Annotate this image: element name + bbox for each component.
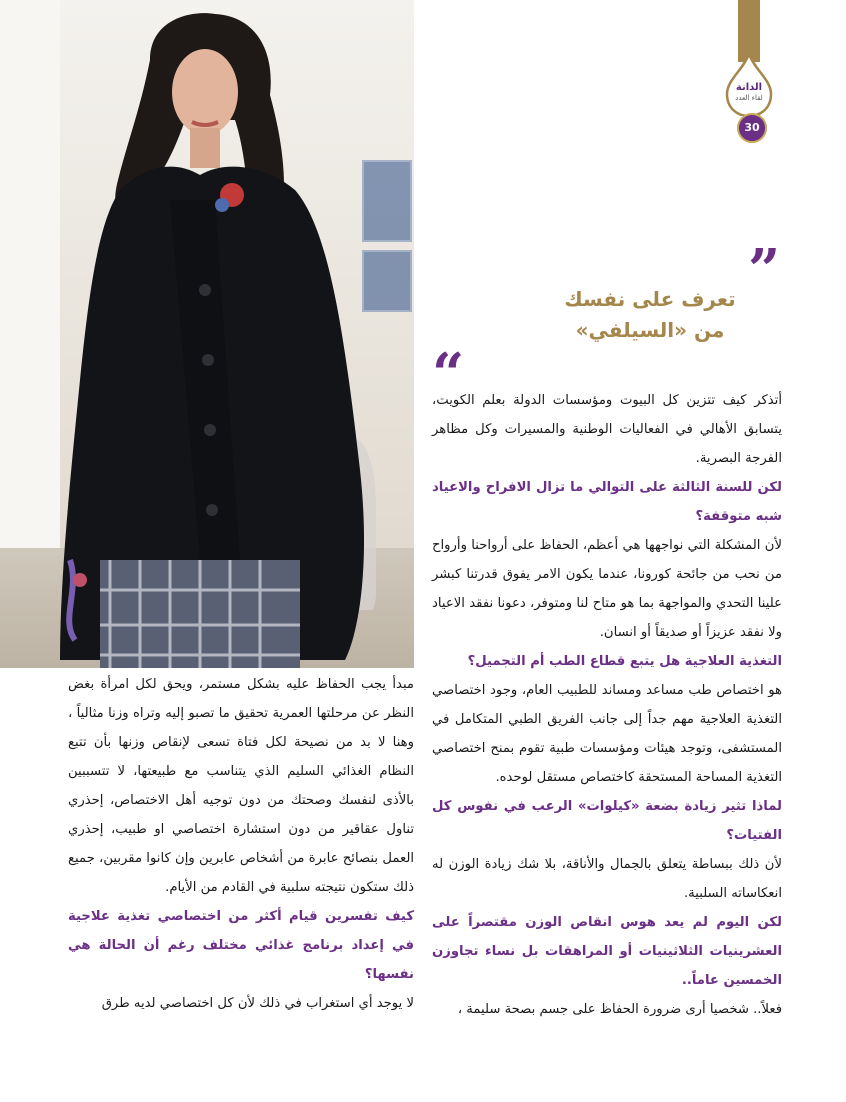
headline-line-1: تعرف على نفسك bbox=[564, 287, 736, 311]
woman-figure bbox=[0, 0, 414, 668]
paragraph: لأن المشكلة التي نواجهها هي أعظم، الحفاظ على أرواحنا وأرواح من نحب من جائحة كورونا، عندما يكون الامر يفوق قدرتنا كبشر علينا التحدي والمواجهة بما هو متاح لنا ومتوفر، دعونا نفقد الاعياد ولا نفقد عزيزاً أو صديقاً أو انسان. bbox=[432, 538, 782, 640]
interview-question: لكن للسنة الثالثة على التوالي ما تزال الافراح والاعياد شبه متوقفة؟ bbox=[432, 480, 782, 524]
paragraph: مبدأ يجب الحفاظ عليه بشكل مستمر، ويحق لكل امرأة بغض النظر عن مرحلتها العمرية تحقيق ما تصبو إليه وتراه وزنا مثالياً ، وهنا لا بد من نصيحة لكل فتاة تسعى لإنقاص وزنها بأن تتبع النظام الغذائي السليم الذي يتناسب مع طبيعتها، لا تتسببين بالأذى لنفسك وصحتك من دون توجيه أهل الاختصاص، إحذري تناول عقاقير من دون استشارة اختصاصي او طبيب، إحذري العمل بنصائح عابرة من أشخاص عابرين وإن كانوا مقربين، جميع ذلك ستكون نتيجته سلبية في القادم من الأيام. bbox=[68, 677, 414, 895]
article-left-column bbox=[68, 670, 414, 1018]
logo-name: الدانة bbox=[735, 82, 763, 93]
page-number: 30 bbox=[737, 113, 767, 143]
opening-quote-icon: “ bbox=[432, 341, 465, 407]
headline bbox=[560, 284, 740, 346]
interview-question: لماذا تثير زيادة بضعة «كيلوات» الرعب في نفوس كل الفتيات؟ bbox=[432, 799, 782, 843]
paragraph: فعلاً.. شخصيا أرى ضرورة الحفاظ على جسم بصحة سليمة ، bbox=[457, 1002, 782, 1017]
paragraph: لأن ذلك ببساطة يتعلق بالجمال والأناقة، بلا شك زيادة الوزن له انعكاساته السلبية. bbox=[432, 857, 782, 901]
page-ribbon bbox=[738, 0, 760, 62]
headline-line-2: من «السيلفي» bbox=[575, 318, 725, 342]
magazine-logo bbox=[726, 82, 772, 104]
interview-question: كيف تفسرين قيام أكثر من اختصاصي تغذية علاجية في إعداد برنامج غذائي مختلف رغم أن الحالة هي نفسها؟ bbox=[68, 909, 414, 982]
interview-question: لكن اليوم لم يعد هوس انقاص الوزن مقتصراً على العشرينيات الثلاثينيات أو المراهقات بل نساء تجاوزن الخمسين عاماً.. bbox=[432, 915, 782, 988]
article-right-column bbox=[432, 386, 782, 1024]
paragraph: لا يوجد أي استغراب في ذلك لأن كل اختصاصي لديه طرق bbox=[101, 996, 414, 1011]
closing-quote-icon: ” bbox=[748, 237, 781, 303]
portrait-photo bbox=[0, 0, 414, 668]
paragraph: أتذكر كيف تتزين كل البيوت ومؤسسات الدولة بعلم الكويت، يتسابق الأهالي في الفعاليات الوطنية والمسيرات وكل مظاهر الفرجة البصرية. bbox=[432, 393, 782, 466]
interview-question: التغذية العلاجية هل يتبع قطاع الطب أم التجميل؟ bbox=[467, 654, 782, 669]
paragraph: هو اختصاص طب مساعد ومساند للطبيب العام، وجود اختصاصي التغذية العلاجية مهم جداً إلى جانب الفريق الطبي المتكامل في المستشفى، وتوجد هيئات ومؤسسات طبية تقوم بمنح اختصاصي التغذية المساحة المستحقة كاختصاص مستقل لوحده. bbox=[432, 683, 782, 785]
logo-subtitle: لقاء العدد bbox=[735, 94, 763, 102]
